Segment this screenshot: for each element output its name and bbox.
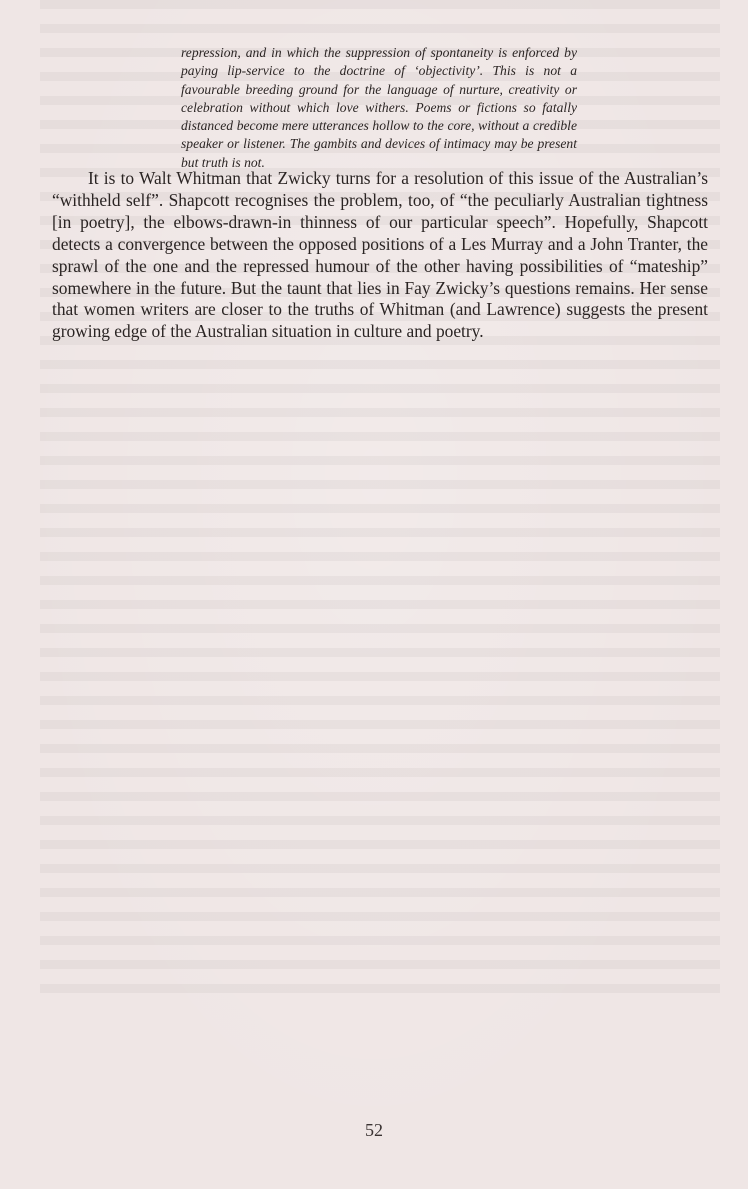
block-quote-text: repression, and in which the suppression of spontaneity is enforced by paying lip-service to the doctrine of ‘objectivity’. This is not a favourable breeding ground for the language of nurture, creativity or celebration without which love withers. Poems or fictions so fatally distanced become mere utterances hollow to the core, without a credible speaker or listener. The gambits and devices of intimacy may be present but truth is not. bbox=[181, 45, 577, 170]
paragraph: It is to Walt Whitman that Zwicky turns for a resolution of this issue of the Australian’s “withheld self”. Shapcott recognises the problem, too, of “the peculiarly Australian tightness [in poetry], the elbows-drawn-in thinness of our particular speech”. Hopefully, Shapcott detects a convergence between the opposed positions of a Les Murray and a John Tranter, the sprawl of the one and the repressed humour of the other having possibilities of “mateship” somewhere in the future. But the taunt that lies in Fay Zwicky’s questions remains. Her sense that women writers are closer to the truths of Whitman (and Lawrence) suggests the present growing edge of the Australian situation in culture and poetry. bbox=[52, 168, 708, 342]
block-quote bbox=[181, 44, 577, 172]
body-text bbox=[52, 168, 708, 343]
page-number: 52 bbox=[365, 1120, 383, 1140]
